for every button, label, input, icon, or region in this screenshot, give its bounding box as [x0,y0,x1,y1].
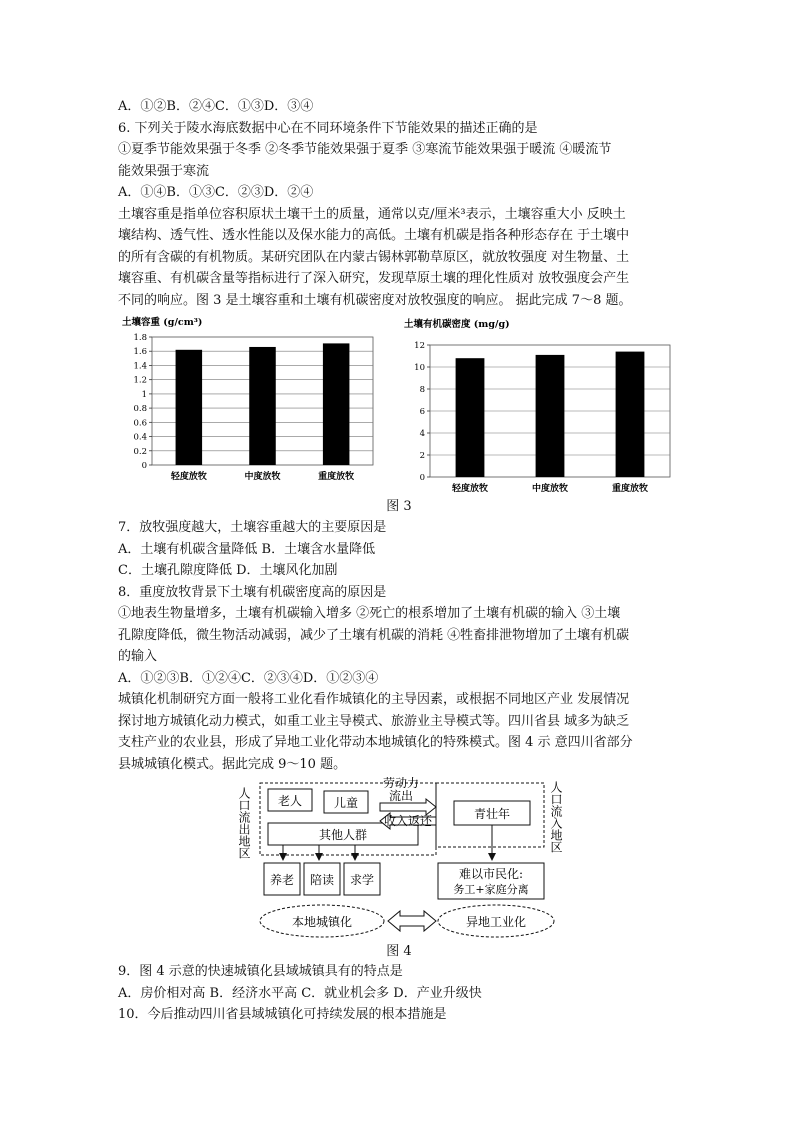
category-label: 重度放牧 [318,472,355,482]
double-arrow [388,911,436,931]
figure-4-diagram [118,777,680,945]
q9-options: A．房价相对高 B．经济水平高 C．就业机会多 D．产业升级快 [118,985,482,1001]
income-return-label: 收入返还 [383,814,433,828]
urbanization-passage [118,689,680,775]
soil-bulk-density-svg [118,315,383,497]
q8-statements-line-3: 的输入 [118,649,158,664]
bar [249,347,276,465]
y-tick-label: 6 [419,407,425,417]
children-label: 儿童 [333,796,359,810]
right-region-label: 人口流入地区 [549,781,563,853]
q8-statements-line-2: 孔隙度降低，微生物活动减弱，减少了土壤有机碳的消耗 ④牲畜排泄物增加了土壤有机碳 [118,627,630,643]
urban-passage-line-2: 探讨地方城镇化动力模式，如重工业主导模式、旅游业主导模式等。四川省县 域多为缺乏 [118,713,630,729]
accompany-label: 陪读 [309,873,335,887]
soil-organic-carbon-svg [400,315,680,497]
figure-4-caption: 图 4 [386,944,412,959]
labor-outflow-label-2: 流出 [388,789,414,803]
figure-3-charts [118,315,680,497]
local-urbanization-label: 本地城镇化 [291,915,353,929]
remote-industrialization-label: 异地工业化 [465,915,527,929]
category-label: 中度放牧 [244,472,281,482]
question-block-9-10 [118,961,680,1026]
q7-stem: 7．放牧强度越大，土壤容重越大的主要原因是 [118,520,387,535]
bar [536,355,565,477]
bar [616,352,645,477]
retire-label: 养老 [269,873,295,887]
q8-stem: 8．重度放牧背景下土壤有机碳密度高的原因是 [118,584,387,600]
category-label: 重度放牧 [611,484,649,494]
question-block-5-6 [118,96,680,204]
q6-stem: 6. 下列关于陵水海底数据中心在不同环境条件下节能效果的描述正确的是 [118,120,538,136]
labor-outflow-label-1: 劳动力 [382,777,420,790]
urbanization-mode-diagram [118,777,680,945]
y-tick-label: 4 [419,429,425,439]
q8-options: A．①②③B．①②④C．②③④D．①②③④ [118,670,379,686]
bar [323,343,350,465]
question-block-7-8 [118,517,680,689]
urban-passage-line-3: 支柱产业的农业县，形成了异地工业化带动本地城镇化的特殊模式。图 4 示 意四川省部分 [118,735,633,750]
y-tick-label: 8 [419,385,425,395]
soil-organic-carbon-chart [400,315,680,505]
category-label: 轻度放牧 [451,484,489,494]
y-tick-label: 0.8 [133,404,147,415]
q6-statements-line-2: 能效果强于寒流 [118,163,210,179]
difficulty-label-1: 难以市民化: [458,867,524,881]
soil-passage-line-2: 壤结构、透气性、透水性能以及保水能力的高低。土壤有机碳是指各种形态存在 于土壤中 [118,228,630,243]
soil-passage-line-5: 不同的响应。图 3 是土壤容重和土壤有机碳密度对放牧强度的响应。 据此完成 7～8 题。 [118,292,632,308]
y-tick-label: 2 [419,451,425,461]
others-label: 其他人群 [318,828,368,842]
y-tick-label: 0.2 [133,446,147,457]
soil-passage-line-4: 壤容重、有机碳含量等指标进行了深入研究，发现草原土壤的理化性质对 放牧强度会产生 [118,271,630,286]
chart-title: 土壤容重 (g/cm³) [122,317,203,328]
y-tick-label: 12 [414,341,425,351]
difficulty-label-2: 务工+家庭分离 [453,883,529,896]
category-label: 中度放牧 [531,484,569,494]
soil-passage-line-3: 的所有含碳的有机物质。某研究团队在内蒙古锡林郭勒草原区，就放牧强度 对生物量、土 [118,249,630,265]
figure-3-caption: 图 3 [386,499,412,514]
y-tick-label: 0 [419,473,425,483]
q10-stem: 10．今后推动四川省县域城镇化可持续发展的根本措施是 [118,1007,447,1022]
q8-statements-line-1: ①地表生物量增多，土壤有机碳输入增多 ②死亡的根系增加了土壤有机碳的输入 ③土壤 [118,606,621,621]
page-content [118,96,680,1026]
urban-passage-line-1: 城镇化机制研究方面一般将工业化看作城镇化的主导因素，或根据不同地区产业 发展情况 [118,692,630,707]
soil-passage [118,204,680,312]
y-tick-label: 1.8 [133,333,147,343]
y-tick-label: 1.4 [133,361,147,372]
urban-passage-line-4: 县城城镇化模式。据此完成 9～10 题。 [118,756,347,772]
category-label: 轻度放牧 [170,472,207,482]
young-adults-label: 青壮年 [473,807,511,821]
y-tick-label: 0.6 [133,418,147,429]
bar [176,350,203,465]
elderly-label: 老人 [277,794,303,808]
y-tick-label: 1.2 [133,375,147,386]
q6-statements-line-1: ①夏季节能效果强于冬季 ②冬季节能效果强于夏季 ③寒流节能效果强于暖流 ④暖流节 [118,142,612,157]
y-tick-label: 0 [141,461,147,471]
q9-stem: 9．图 4 示意的快速城镇化县域城镇具有的特点是 [118,964,403,979]
study-label: 求学 [349,873,375,887]
q5-options: A．①②B．②④C．①③D．③④ [118,99,314,114]
q6-options: A．①④B．①③C．②③D．②④ [118,185,314,200]
soil-passage-line-1: 土壤容重是指单位容积原状土壤干土的质量，通常以克/厘米³表示，土壤容重大小 反映土 [118,206,626,222]
y-tick-label: 0.4 [133,432,147,443]
left-region-label: 人口流出地区 [237,787,251,859]
chart-title: 土壤有机碳密度 (mg/g) [404,319,510,330]
y-tick-label: 1.6 [133,347,147,358]
y-tick-label: 1 [141,389,147,400]
q7-options-ab: A．土壤有机碳含量降低 B．土壤含水量降低 [118,541,376,557]
bar [456,358,485,477]
y-tick-label: 10 [414,363,425,373]
soil-bulk-density-chart [118,315,383,505]
q7-options-cd: C．土壤孔隙度降低 D．土壤风化加剧 [118,563,338,578]
